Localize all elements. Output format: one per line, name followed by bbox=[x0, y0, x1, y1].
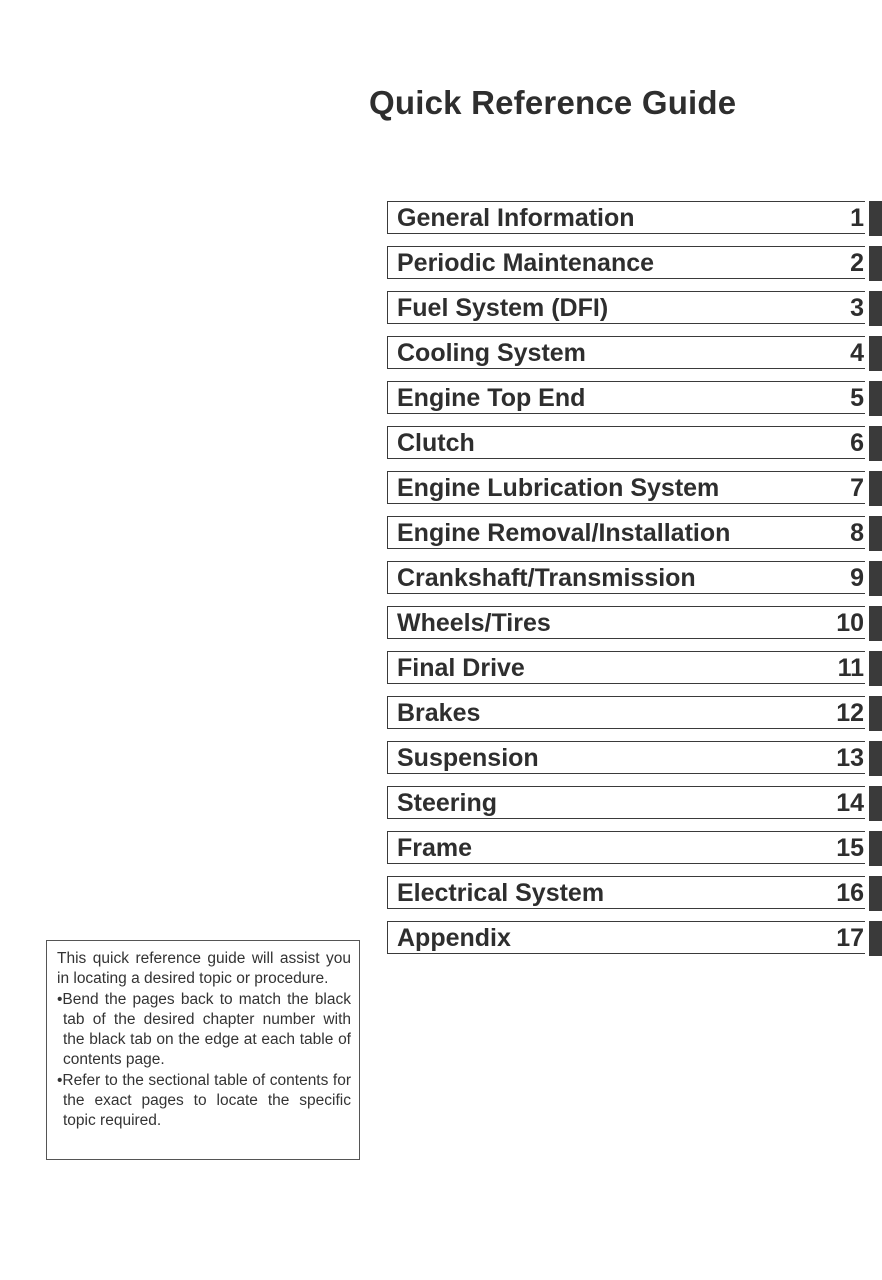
chapter-tab bbox=[869, 291, 882, 326]
chapter-row-engine-top-end[interactable] bbox=[387, 381, 882, 416]
chapter-row-engine-lubrication-system[interactable] bbox=[387, 471, 882, 506]
chapter-label: Appendix bbox=[397, 924, 511, 952]
chapter-tab bbox=[869, 561, 882, 596]
chapter-tab bbox=[869, 426, 882, 461]
chapter-label: Cooling System bbox=[397, 339, 586, 367]
chapter-number: 9 bbox=[850, 564, 864, 592]
chapter-row-fuel-system[interactable] bbox=[387, 291, 882, 326]
chapter-label: Clutch bbox=[397, 429, 475, 457]
info-box bbox=[46, 940, 360, 1160]
chapter-row-crankshaft-transmission[interactable] bbox=[387, 561, 882, 596]
chapter-row-clutch[interactable] bbox=[387, 426, 882, 461]
chapter-tab bbox=[869, 381, 882, 416]
chapter-label: Final Drive bbox=[397, 654, 525, 682]
chapter-tab bbox=[869, 831, 882, 866]
chapter-tab bbox=[869, 786, 882, 821]
chapter-number: 12 bbox=[836, 699, 864, 727]
chapter-tab bbox=[869, 471, 882, 506]
chapter-row-electrical-system[interactable] bbox=[387, 876, 882, 911]
chapter-label: Crankshaft/Transmission bbox=[397, 564, 696, 592]
chapter-tab bbox=[869, 606, 882, 641]
chapter-number: 6 bbox=[850, 429, 864, 457]
chapter-number: 1 bbox=[850, 204, 864, 232]
chapter-label: Brakes bbox=[397, 699, 481, 727]
chapter-tab bbox=[869, 921, 882, 956]
chapter-number: 2 bbox=[850, 249, 864, 277]
chapter-number: 7 bbox=[850, 474, 864, 502]
chapter-label: Suspension bbox=[397, 744, 539, 772]
chapter-row-engine-removal-installation[interactable] bbox=[387, 516, 882, 551]
chapter-label: Wheels/Tires bbox=[397, 609, 551, 637]
chapter-label: Periodic Maintenance bbox=[397, 249, 655, 277]
chapter-number: 4 bbox=[850, 339, 864, 367]
chapter-row-wheels-tires[interactable] bbox=[387, 606, 882, 641]
chapter-label: Frame bbox=[397, 834, 473, 862]
chapter-label: Electrical System bbox=[397, 879, 605, 907]
page-title: Quick Reference Guide bbox=[369, 84, 737, 121]
chapter-number: 14 bbox=[836, 789, 864, 817]
chapter-tab bbox=[869, 741, 882, 776]
info-bullet: •Bend the pages back to match the black tab of the desired chapter number with the black tab on the edge at each table of contents page. bbox=[57, 990, 351, 1069]
chapter-row-final-drive[interactable] bbox=[387, 651, 882, 686]
chapter-row-frame[interactable] bbox=[387, 831, 882, 866]
chapter-tab bbox=[869, 876, 882, 911]
chapter-tab bbox=[869, 696, 882, 731]
chapter-row-periodic-maintenance[interactable] bbox=[387, 246, 882, 281]
chapter-tab bbox=[869, 246, 882, 281]
chapter-number: 16 bbox=[836, 879, 864, 907]
chapter-number: 11 bbox=[837, 654, 864, 682]
chapter-row-steering[interactable] bbox=[387, 786, 882, 821]
chapter-number: 15 bbox=[836, 834, 864, 862]
chapter-tab bbox=[869, 651, 882, 686]
chapter-tab bbox=[869, 201, 882, 236]
chapter-row-appendix[interactable] bbox=[387, 921, 882, 956]
chapter-tab bbox=[869, 336, 882, 371]
chapter-label: Fuel System (DFI) bbox=[397, 294, 609, 322]
info-bullet: •Refer to the sectional table of contents for the exact pages to locate the specific topic required. bbox=[57, 1071, 351, 1130]
chapter-tab bbox=[869, 516, 882, 551]
chapter-label: General Information bbox=[397, 204, 635, 232]
chapter-number: 13 bbox=[836, 744, 864, 772]
chapter-label: Engine Lubrication System bbox=[397, 474, 720, 502]
chapter-number: 17 bbox=[836, 924, 864, 952]
chapter-label: Engine Removal/Installation bbox=[397, 519, 731, 547]
chapter-row-suspension[interactable] bbox=[387, 741, 882, 776]
chapter-label: Steering bbox=[397, 789, 498, 817]
chapter-number: 3 bbox=[850, 294, 864, 322]
chapter-row-brakes[interactable] bbox=[387, 696, 882, 731]
chapter-row-cooling-system[interactable] bbox=[387, 336, 882, 371]
chapter-row-general-information[interactable] bbox=[387, 201, 882, 236]
chapter-label: Engine Top End bbox=[397, 384, 586, 412]
chapter-number: 8 bbox=[850, 519, 864, 547]
chapter-number: 10 bbox=[836, 609, 864, 637]
info-intro: This quick reference guide will assist you in locating a desired topic or procedure. bbox=[57, 950, 351, 988]
chapter-number: 5 bbox=[850, 384, 864, 412]
